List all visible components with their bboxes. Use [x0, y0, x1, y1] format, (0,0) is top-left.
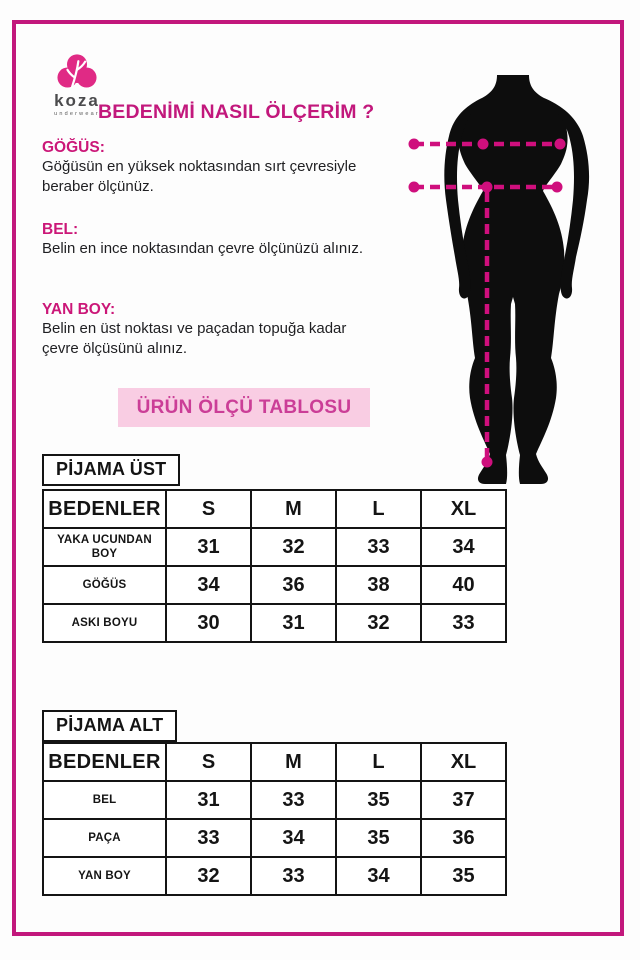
table-row [43, 566, 506, 604]
row-label: GÖĞÜS [43, 566, 166, 604]
cell-value: 32 [166, 857, 251, 895]
koza-trefoil-logo-icon [57, 53, 97, 93]
cell-value: 31 [166, 781, 251, 819]
cell-value: 36 [421, 819, 506, 857]
cell-value: 35 [336, 781, 421, 819]
column-header: L [336, 490, 421, 528]
brand-name: koza [54, 91, 100, 110]
size-table-banner: ÜRÜN ÖLÇÜ TABLOSU [118, 388, 370, 427]
cell-value: 34 [421, 528, 506, 566]
column-header: BEDENLER [43, 743, 166, 781]
table-header-row [43, 743, 506, 781]
section-body-yanboy: Belin en üst noktası ve paçadan topuğa kadar çevre ölçüsünü alınız. [42, 320, 347, 357]
row-label: PAÇA [43, 819, 166, 857]
row-label: YAN BOY [43, 857, 166, 895]
cell-value: 36 [251, 566, 336, 604]
table-row [43, 781, 506, 819]
cell-value: 31 [251, 604, 336, 642]
table-row [43, 528, 506, 566]
section-heading-gogus: GÖĞÜS: [42, 139, 105, 156]
table-row [43, 819, 506, 857]
cell-value: 30 [166, 604, 251, 642]
side-length-measure-dot [482, 457, 493, 468]
page-title: BEDENİMİ NASIL ÖLÇERİM ? [98, 101, 375, 123]
column-header: L [336, 743, 421, 781]
cell-value: 32 [336, 604, 421, 642]
cell-value: 33 [251, 781, 336, 819]
size-table-pijama-alt [42, 742, 507, 896]
cell-value: 34 [336, 857, 421, 895]
cell-value: 40 [421, 566, 506, 604]
cell-value: 35 [336, 819, 421, 857]
body-silhouette [405, 52, 630, 507]
cell-value: 33 [251, 857, 336, 895]
row-label: ASKI BOYU [43, 604, 166, 642]
cell-value: 38 [336, 566, 421, 604]
column-header: BEDENLER [43, 490, 166, 528]
column-header: S [166, 490, 251, 528]
table-row [43, 604, 506, 642]
column-header: XL [421, 743, 506, 781]
cell-value: 35 [421, 857, 506, 895]
column-header: XL [421, 490, 506, 528]
brand-subtitle: underwear [54, 111, 100, 117]
row-label: BEL [43, 781, 166, 819]
size-table-pijama-ust [42, 489, 507, 643]
cell-value: 32 [251, 528, 336, 566]
table-title-pijama-ust: PİJAMA ÜST [42, 454, 180, 486]
cell-value: 34 [166, 566, 251, 604]
section-heading-yanboy: YAN BOY: [42, 301, 116, 318]
section-heading-bel: BEL: [42, 221, 79, 238]
section-body-gogus: Göğüsün en yüksek noktasından sırt çevresiyle beraber ölçünüz. [42, 158, 357, 195]
column-header: M [251, 490, 336, 528]
table-title-pijama-alt: PİJAMA ALT [42, 710, 177, 742]
column-header: M [251, 743, 336, 781]
section-body-bel: Belin en ince noktasından çevre ölçünüzü alınız. [42, 240, 364, 257]
cell-value: 33 [166, 819, 251, 857]
cell-value: 31 [166, 528, 251, 566]
table-row [43, 857, 506, 895]
cell-value: 33 [421, 604, 506, 642]
cell-value: 37 [421, 781, 506, 819]
table-header-row [43, 490, 506, 528]
silhouette-torso-legs [458, 75, 567, 484]
cell-value: 34 [251, 819, 336, 857]
row-label: YAKA UCUNDAN BOY [43, 528, 166, 566]
cell-value: 33 [336, 528, 421, 566]
column-header: S [166, 743, 251, 781]
